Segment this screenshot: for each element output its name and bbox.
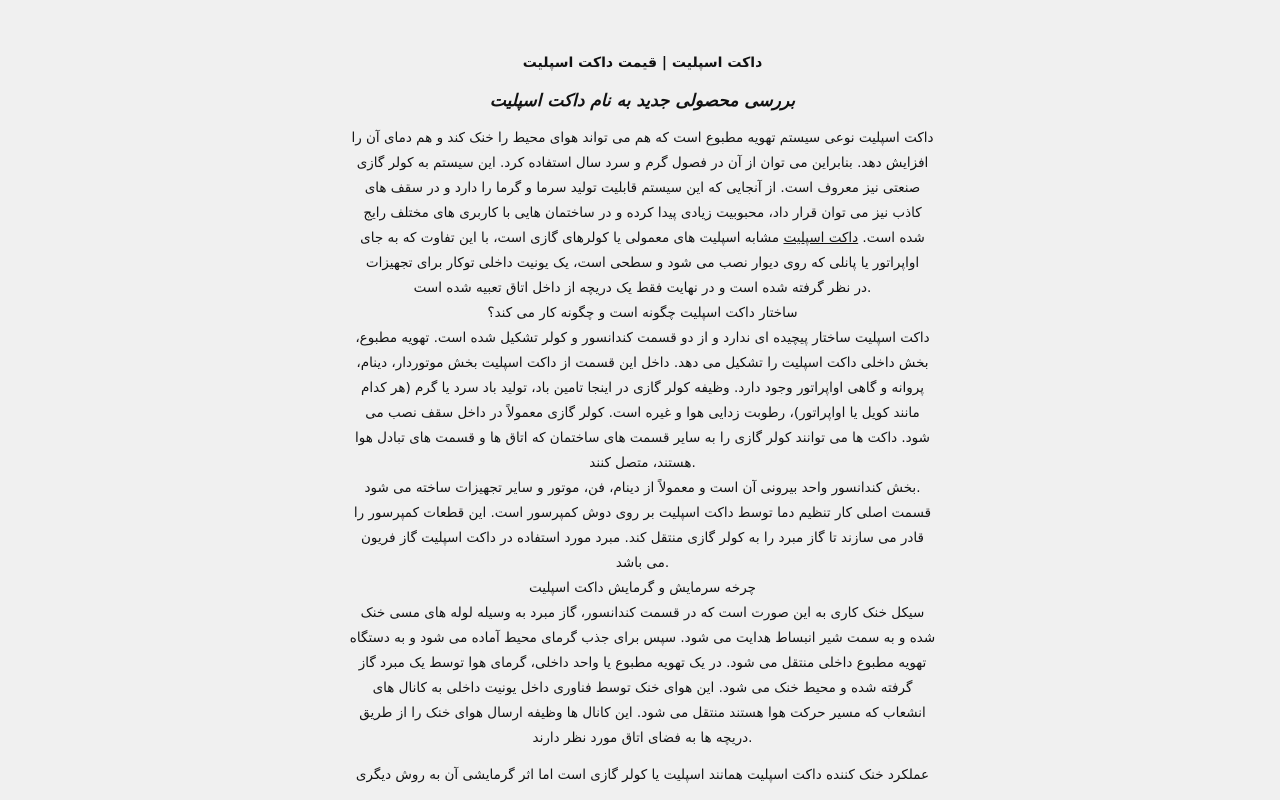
text-line: اواپراتور یا پانلی که روی دیوار نصب می شود و سطحی است، یک یونیت داخلی توکار برای تجهیزات [365, 255, 920, 271]
paragraph-cycle [345, 601, 940, 751]
paragraph-intro [345, 126, 940, 301]
article [345, 52, 940, 788]
paragraph-structure [345, 326, 940, 476]
text-line: عملکرد خنک کننده داکت اسپلیت همانند اسپلیت یا کولر گازی است اما اثر گرمایشی آن به روش دیگری [355, 767, 930, 783]
text-line: قسمت اصلی کار تنظیم دما توسط داکت اسپلیت بر روی دوش کمپرسور است. این قطعات کمپرسور را [353, 505, 932, 521]
text-line: پروانه و گاهی اواپراتور وجود دارد. وظیفه کولر گازی در اینجا تامین باد، تولید باد سرد یا گرم (هر کدام [361, 380, 924, 396]
article-subtitle: بررسی محصولی جدید به نام داکت اسپلیت [489, 91, 796, 111]
text-line: انشعاب که مسیر حرکت هوا هستند منتقل می شود. این کانال ها وظیفه ارسال هوای خنک را از طریق [359, 705, 926, 721]
text-line: .هستند، متصل کنند [589, 455, 696, 471]
paragraph-heating [345, 763, 940, 788]
duct-split-link[interactable]: داکت اسپلیت [783, 230, 859, 246]
text-line: داکت اسپلیت نوعی سیستم تهویه مطبوع است که هم می تواند هوای محیط را خنک کند و هم دمای آن را [351, 130, 934, 146]
text-line: داکت اسپلیت ساختار پیچیده ای ندارد و از دو قسمت کندانسور و کولر تشکیل شده است. تهویه مطبوع، [355, 330, 930, 346]
text-line: .می باشد [615, 555, 670, 571]
paragraph-gap [345, 751, 940, 763]
text-line: .در نظر گرفته شده است و در نهایت فقط یک دریچه از داخل اتاق تعبیه شده است [413, 280, 872, 296]
text-line: تهویه مطبوع داخلی منتقل می شود. در یک تهویه مطبوع یا واحد داخلی، گرمای هوا توسط یک مبرد گاز [358, 655, 927, 671]
text-line: .بخش کندانسور واحد بیرونی آن است و معمولاً از دینام، فن، موتور و سایر تجهیزات ساخته می شود [364, 480, 921, 496]
text-line: گرفته شده و محیط خنک می شود. این هوای خنک توسط فناوری داخل یونیت داخلی به کانال های [372, 680, 913, 696]
text-fragment: شده است. [858, 230, 925, 246]
text-line-with-link [345, 226, 940, 251]
text-line: کاذب نیز می توان قرار داد، محبوبیت زیادی پیدا کرده و در ساختمان هایی با کاربری های مختلف رایج [363, 205, 922, 221]
text-line: افزایش دهد. بنابراین می توان از آن در فصول گرم و سرد سال استفاده کرد. این سیستم به کولر گازی [356, 155, 929, 171]
text-line: قادر می سازند تا گاز مبرد را به کولر گازی منتقل کند. مبرد مورد استفاده در داکت اسپلیت گاز فریون [361, 530, 924, 546]
text-line: صنعتی نیز معروف است. از آنجایی که این سیستم قابلیت تولید سرما و گرما را دارد و در سقف های [364, 180, 921, 196]
text-fragment: مشابه اسپلیت های معمولی یا کولرهای گازی است، با این تفاوت که به جای [360, 230, 784, 246]
text-line: سیکل خنک کاری به این صورت است که در قسمت کندانسور، گاز مبرد به وسیله لوله های مسی خنک [360, 605, 925, 621]
paragraph-condenser [345, 476, 940, 576]
text-line: مانند کویل یا اواپراتور)، رطوبت زدایی هوا و غیره است. کولر گازی معمولاً در داخل سقف نصب می [365, 405, 920, 421]
text-line: .دریچه ها به فضای اتاق مورد نظر دارند [532, 730, 753, 746]
text-line: بخش داخلی داکت اسپلیت را تشکیل می دهد. داخل این قسمت از داکت اسپلیت بخش موتوردار، دینام، [356, 355, 929, 371]
section-heading-structure: ساختار داکت اسپلیت چگونه است و چگونه کار می کند؟ [487, 305, 798, 321]
text-line: شده و به سمت شیر انبساط هدایت می شود. سپس برای جذب گرمای محیط آماده می شود و به دستگاه [349, 630, 936, 646]
text-line: شود. داکت ها می توانند کولر گازی را به سایر قسمت های ساختمان که اتاق ها و قسمت های تبادل هوا [355, 430, 930, 446]
section-heading-cycle: چرخه سرمایش و گرمایش داکت اسپلیت [529, 580, 756, 596]
article-title: داکت اسپلیت | قیمت داکت اسپلیت [522, 55, 763, 71]
